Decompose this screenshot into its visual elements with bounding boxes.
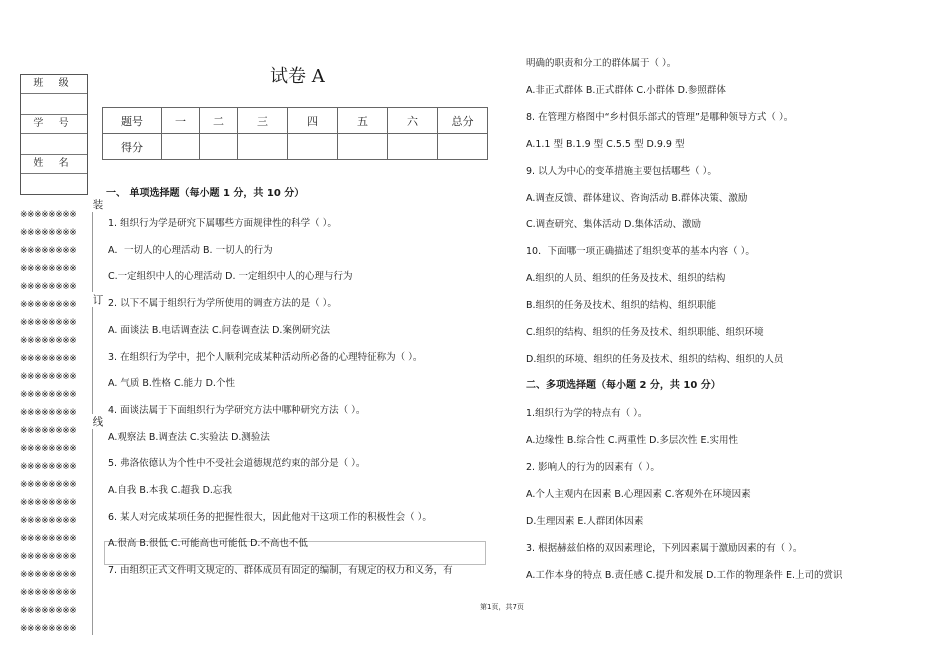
question-line: A.组织的人员、组织的任务及技术、组织的结构 <box>526 273 726 285</box>
question-line: 6. 某人对完成某项任务的把握性很大，因此他对干这项工作的积极性会（ ）。 <box>108 511 432 523</box>
header-cell: 二 <box>200 108 238 134</box>
score-label: 得分 <box>103 134 162 160</box>
section-title-multiple-choice: 二、多项选择题（每小题 2 分，共 10 分） <box>526 380 721 391</box>
seal-pattern-row: ※※※※※※※※ <box>20 462 77 472</box>
question-line: 9. 以人为中心的变革措施主要包括哪些（ ）。 <box>526 165 717 177</box>
header-cell: 一 <box>162 108 200 134</box>
seal-pattern-row: ※※※※※※※※ <box>20 624 77 634</box>
score-table <box>102 107 488 160</box>
name-field[interactable] <box>21 174 87 194</box>
score-cell[interactable] <box>162 134 200 160</box>
score-table-score-row <box>103 134 488 160</box>
seal-pattern-row: ※※※※※※※※ <box>20 552 77 562</box>
seal-pattern-row: ※※※※※※※※ <box>20 372 77 382</box>
question-line: 1. 组织行为学是研究下属哪些方面规律性的科学（ ）。 <box>108 218 337 229</box>
question-line: C.一定组织中人的心理活动 D. 一定组织中人的心理与行为 <box>108 271 353 283</box>
question-line: A.非正式群体 B.正式群体 C.小群体 D.参照群体 <box>526 84 726 96</box>
question-line: 8. 在管理方格图中“乡村俱乐部式的管理”是哪种领导方式（ ）。 <box>526 111 794 123</box>
score-cell[interactable] <box>388 134 438 160</box>
question-line: B.组织的任务及技术、组织的结构、组织职能 <box>526 300 717 312</box>
question-line: A.1.1 型 B.1.9 型 C.5.5 型 D.9.9 型 <box>526 138 685 150</box>
score-cell[interactable] <box>338 134 388 160</box>
seal-char-ding: 订 <box>92 294 104 306</box>
question-line: A.个人主观内在因素 B.心理因素 C.客观外在环境因素 <box>526 489 751 500</box>
seal-pattern-row: ※※※※※※※※ <box>20 282 77 292</box>
seal-pattern-row: ※※※※※※※※ <box>20 264 77 274</box>
question-line: 4. 面谈法属于下面组织行为学研究方法中哪种研究方法（ ）。 <box>108 404 366 416</box>
student-info-box <box>20 74 88 195</box>
seal-pattern-row: ※※※※※※※※ <box>20 498 77 508</box>
question-line: D.生理因素 E.人群团体因素 <box>526 516 644 527</box>
question-line: A.调查反馈、群体建议、咨询活动 B.群体决策、激励 <box>526 192 748 204</box>
header-cell: 六 <box>388 108 438 134</box>
question-line: A.自我 B.本我 C.超我 D.忘我 <box>108 485 232 496</box>
seal-pattern-row: ※※※※※※※※ <box>20 606 77 616</box>
seal-pattern-row: ※※※※※※※※ <box>20 480 77 490</box>
seal-pattern-row: ※※※※※※※※ <box>20 390 77 400</box>
question-line: A.工作本身的特点 B.责任感 C.提升和发展 D.工作的物理条件 E.上司的赏识 <box>526 570 843 581</box>
page-number: 第1页，共7页 <box>480 603 524 611</box>
question-line: 1.组织行为学的特点有（ ）。 <box>526 408 648 419</box>
question-line: A. 面谈法 B.电话调查法 C.问卷调查法 D.案例研究法 <box>108 324 330 336</box>
seal-pattern-row: ※※※※※※※※ <box>20 534 77 544</box>
student-id-field[interactable] <box>21 134 87 155</box>
seal-char-zhuang: 装 <box>92 199 104 211</box>
question-line: A. 气质 B.性格 C.能力 D.个性 <box>108 378 235 390</box>
seal-pattern-row: ※※※※※※※※ <box>20 408 77 418</box>
class-label: 班 级 <box>21 75 87 94</box>
seal-pattern-row: ※※※※※※※※ <box>20 336 77 346</box>
seal-pattern-row: ※※※※※※※※ <box>20 210 77 220</box>
question-line: 10．下面哪一项正确描述了组织变革的基本内容（ ）。 <box>526 246 755 258</box>
question-line: 2. 影响人的行为的因素有（ ）。 <box>526 462 660 473</box>
header-cell: 四 <box>288 108 338 134</box>
question-line: C.组织的结构、组织的任务及技术、组织职能、组织环境 <box>526 327 764 338</box>
score-cell[interactable] <box>288 134 338 160</box>
question-line: A.很高 B.很低 C.可能高也可能低 D.不高也不低 <box>108 538 308 550</box>
score-cell[interactable] <box>438 134 488 160</box>
question-line: A.观察法 B.调查法 C.实验法 D.测验法 <box>108 431 270 443</box>
header-cell: 三 <box>238 108 288 134</box>
seal-pattern-row: ※※※※※※※※ <box>20 516 77 526</box>
header-cell: 五 <box>338 108 388 134</box>
seal-pattern-row: ※※※※※※※※ <box>20 228 77 238</box>
score-table-header-row <box>103 108 488 134</box>
question-line: A.边缘性 B.综合性 C.两重性 D.多层次性 E.实用性 <box>526 435 738 446</box>
seal-pattern-row: ※※※※※※※※ <box>20 444 77 454</box>
seal-pattern-row: ※※※※※※※※ <box>20 300 77 310</box>
student-id-label: 学 号 <box>21 115 87 134</box>
question-line: 3. 根据赫兹伯格的双因素理论，下列因素属于激励因素的有（ ）。 <box>526 543 803 554</box>
name-label: 姓 名 <box>21 155 87 174</box>
seal-pattern-row: ※※※※※※※※ <box>20 426 77 436</box>
question-line: 3. 在组织行为学中，把个人顺利完成某种活动所必备的心理特征称为（ ）。 <box>108 351 423 363</box>
question-line: 2. 以下不属于组织行为学所使用的调查方法的是（ ）。 <box>108 298 337 310</box>
seal-pattern-row: ※※※※※※※※ <box>20 246 77 256</box>
header-cell: 题号 <box>103 108 162 134</box>
seal-char-xian: 线 <box>92 416 104 428</box>
question-line: 明确的职责和分工的群体属于（ ）。 <box>526 58 677 69</box>
question-line: 5. 弗洛依德认为个性中不受社会道德规范约束的部分是（ ）。 <box>108 458 366 470</box>
seal-pattern-row: ※※※※※※※※ <box>20 588 77 598</box>
score-cell[interactable] <box>200 134 238 160</box>
question-line: 7. 由组织正式文件明文规定的、群体成员有固定的编制，有规定的权力和义务，有 <box>108 565 453 577</box>
score-cell[interactable] <box>238 134 288 160</box>
question-line: A．一切人的心理活动 B. 一切人的行为 <box>108 244 273 256</box>
section-title-single-choice: 一、 单项选择题（每小题 1 分，共 10 分） <box>106 188 305 199</box>
class-field[interactable] <box>21 94 87 115</box>
question-line: C.调查研究、集体活动 D.集体活动、激励 <box>526 219 702 231</box>
seal-pattern-row: ※※※※※※※※ <box>20 354 77 364</box>
seal-pattern-row: ※※※※※※※※ <box>20 570 77 580</box>
seal-pattern-row: ※※※※※※※※ <box>20 318 77 328</box>
page-title: 试卷 A <box>270 66 325 87</box>
header-cell: 总分 <box>438 108 488 134</box>
question-line: D.组织的环境、组织的任务及技术、组织的结构、组织的人员 <box>526 353 784 365</box>
seal-pattern-column <box>20 206 90 638</box>
